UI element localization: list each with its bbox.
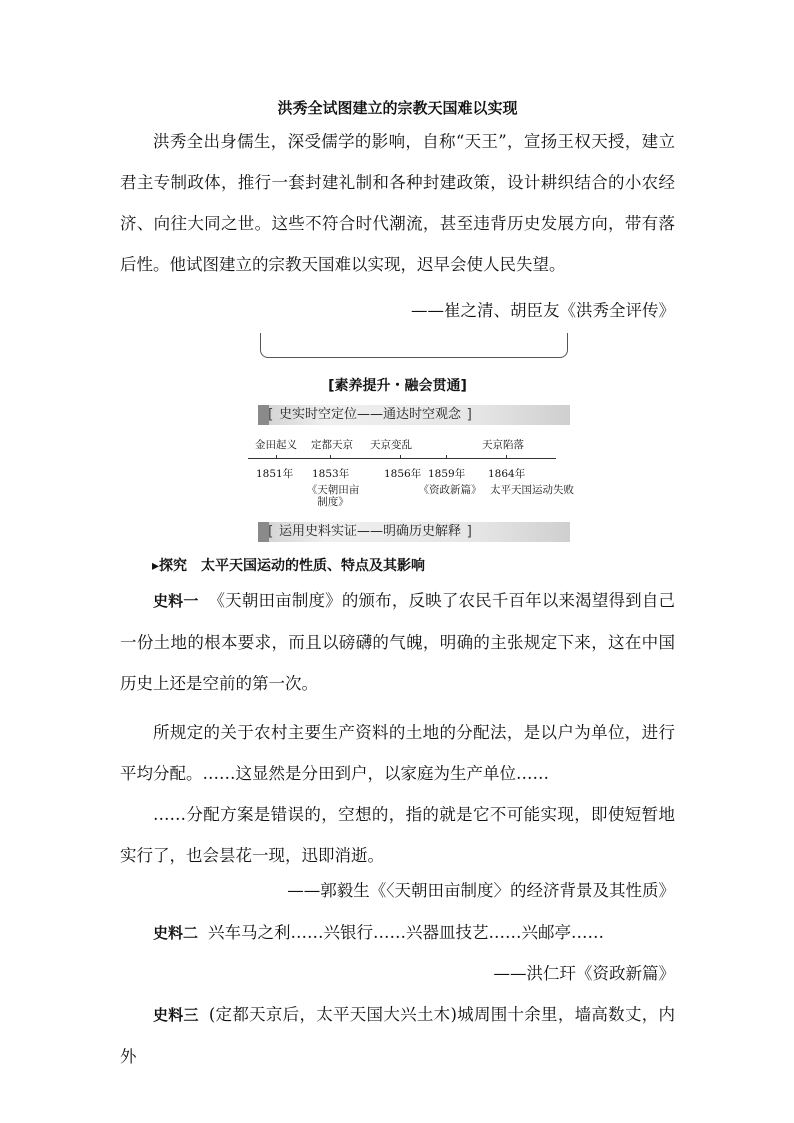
timeline-year: 1853年 bbox=[312, 468, 350, 480]
timeline-event: 天京变乱 bbox=[370, 439, 412, 451]
source1-attribution: ——郭毅生《〈天朝田亩制度〉的经济背景及其性质》 bbox=[287, 881, 675, 900]
intro-paragraph: 洪秀全出身儒生，深受儒学的影响，自称“天王”，宣扬王权天授，建立君主专制政体，推行一套封建礼制和各种封建政策，设计耕织结合的小农经济、向往大同之世。这些不符合时代潮流，甚至违背历史发展方向，带有落后性。他试图建立的宗教天国难以实现，迟早会使人民失望。 bbox=[120, 132, 675, 274]
source2-label: 史料二 bbox=[153, 924, 199, 942]
source3-text: (定都天京后，太平天国大兴土木)城周围十余里，墙高数丈，内外 bbox=[120, 1005, 675, 1066]
timeline-note: 《资政新篇》 bbox=[418, 484, 482, 496]
timeline-tick bbox=[276, 455, 277, 459]
banner-label: [ 史实时空定位——通达时空观念 ] bbox=[274, 405, 466, 425]
source1-paragraph2: 所规定的关于农村主要生产资料的土地的分配法，是以户为单位，进行平均分配。……这显然是分田到户，以家庭为生产单位…… bbox=[120, 723, 675, 783]
timeline-year: 1859年 bbox=[428, 468, 466, 480]
source1-paragraph1 bbox=[120, 580, 675, 704]
timeline-note: 《天朝田亩制度》 bbox=[306, 484, 360, 508]
source1-paragraph3: ……分配方案是错误的，空想的，指的就是它不可能实现，即使短暂地实行了，也会昙花一现，迅即消逝。 bbox=[120, 805, 675, 865]
timeline-event: 金田起义 bbox=[255, 439, 297, 451]
section-heading: [素养提升・融会贯通] bbox=[328, 378, 467, 394]
timeline-year: 1864年 bbox=[488, 468, 526, 480]
timeline-year: 1851年 bbox=[256, 468, 294, 480]
banner-time-space bbox=[258, 405, 570, 425]
timeline-event: 天京陷落 bbox=[482, 439, 524, 451]
banner-label: [ 运用史料实证——明确历史解释 ] bbox=[274, 522, 466, 542]
source1-text: 《天朝田亩制度》的颁布，反映了农民千百年以来渴望得到自己一份土地的根本要求，而且以磅礴的气魄，明确的主张规定下来，这在中国历史上还是空前的第一次。 bbox=[120, 591, 675, 693]
timeline-event: 定都天京 bbox=[311, 439, 353, 451]
source3-paragraph bbox=[120, 994, 675, 1077]
decorative-bracket bbox=[260, 333, 568, 358]
timeline-note: 太平天国运动失败 bbox=[490, 484, 574, 496]
timeline-tick bbox=[506, 455, 507, 459]
page-title: 洪秀全试图建立的宗教天国难以实现 bbox=[277, 99, 518, 117]
source3-label: 史料三 bbox=[153, 1006, 199, 1024]
source2-paragraph bbox=[120, 912, 675, 954]
source2-text: 兴车马之利……兴银行……兴器皿技艺……兴邮亭…… bbox=[208, 923, 605, 942]
timeline-tick bbox=[446, 455, 447, 459]
timeline-tick bbox=[400, 455, 401, 459]
timeline-tick bbox=[330, 455, 331, 459]
timeline-year: 1856年 bbox=[384, 468, 422, 480]
source2-attribution: ——洪仁玕《资政新篇》 bbox=[493, 964, 675, 983]
banner-source-evidence bbox=[258, 522, 570, 542]
explore-heading: ▸探究 太平天国运动的性质、特点及其影响 bbox=[152, 558, 426, 574]
source1-label: 史料一 bbox=[153, 592, 199, 610]
intro-attribution: ——崔之清、胡臣友《洪秀全评传》 bbox=[411, 301, 675, 320]
timeline-axis bbox=[248, 458, 556, 459]
